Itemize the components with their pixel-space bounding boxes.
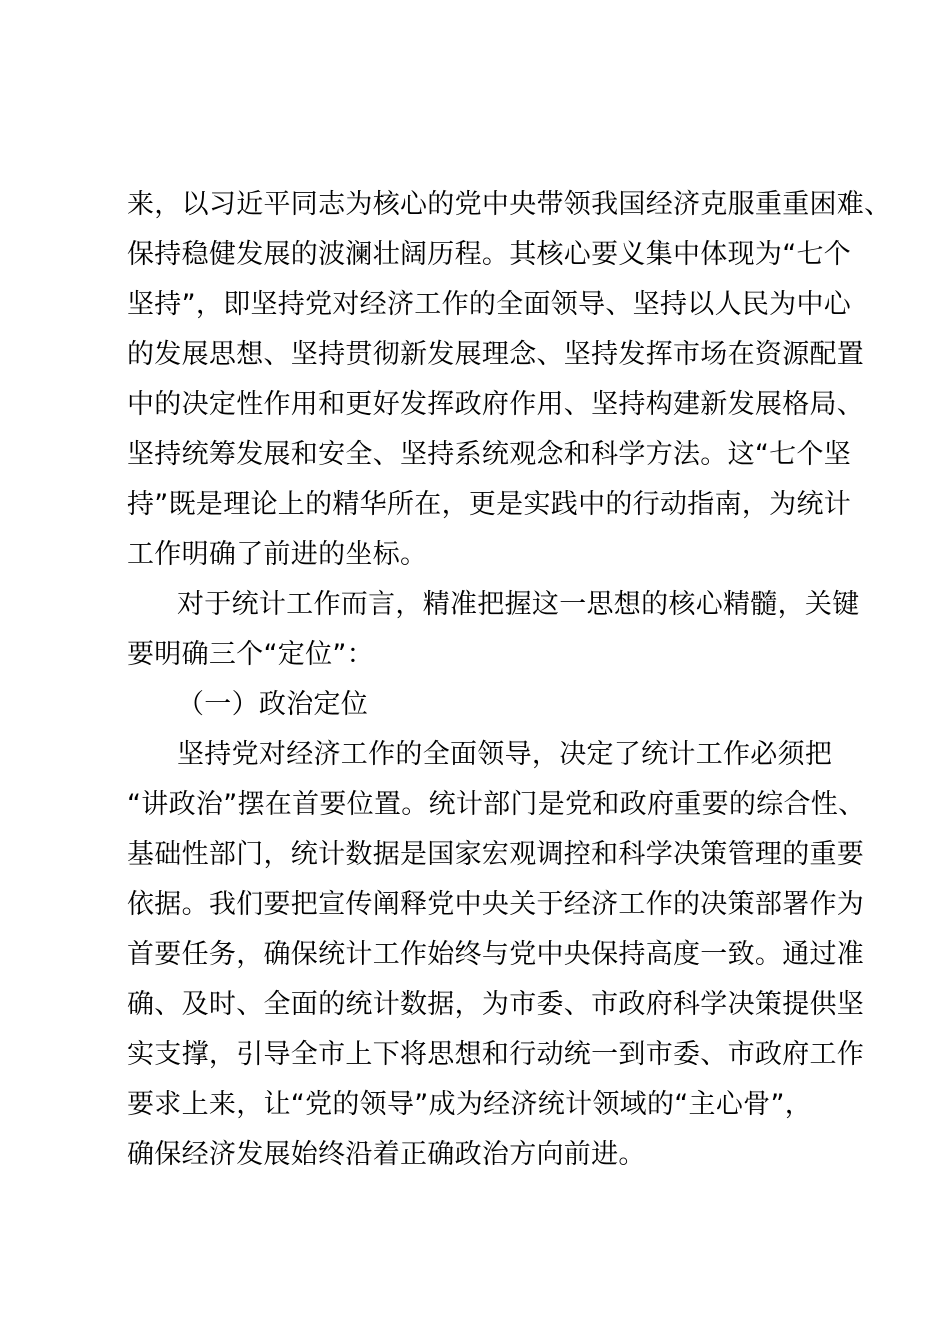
text-line: 工作明确了前进的坐标。	[127, 539, 428, 570]
text-line: 保持稳健发展的波澜壮阔历程。其核心要义集中体现为“七个	[127, 239, 852, 270]
paragraph-start-line: 对于统计工作而言，精准把握这一思想的核心精髓，关键	[177, 589, 860, 620]
text-line: 中的决定性作用和更好发挥政府作用、坚持构建新发展格局、	[127, 389, 865, 420]
text-line: 坚持”，即坚持党对经济工作的全面领导、坚持以人民为中心	[127, 289, 852, 320]
paragraph-start-line: 坚持党对经济工作的全面领导，决定了统计工作必须把	[177, 739, 833, 770]
text-line: 确、及时、全面的统计数据，为市委、市政府科学决策提供坚	[127, 989, 865, 1020]
text-line: 的发展思想、坚持贯彻新发展理念、坚持发挥市场在资源配置	[127, 339, 865, 370]
text-line: 基础性部门，统计数据是国家宏观调控和科学决策管理的重要	[127, 839, 865, 870]
text-line: 确保经济发展始终沿着正确政治方向前进。	[127, 1139, 646, 1170]
text-line: “讲政治”摆在首要位置。统计部门是党和政府重要的综合性、	[127, 789, 866, 820]
text-line: 坚持统筹发展和安全、坚持系统观念和科学方法。这“七个坚	[127, 439, 852, 470]
section-heading: （一）政治定位	[177, 689, 369, 720]
text-line: 依据。我们要把宣传阐释党中央关于经济工作的决策部署作为	[127, 889, 865, 920]
text-line: 要明确三个“定位”：	[127, 639, 374, 670]
text-line: 来，以习近平同志为核心的党中央带领我国经济克服重重困难、	[127, 189, 892, 220]
text-line: 要求上来，让“党的领导”成为经济统计领域的“主心骨”，	[127, 1089, 813, 1120]
text-line: 实支撑，引导全市上下将思想和行动统一到市委、市政府工作	[127, 1039, 865, 1070]
text-line: 首要任务，确保统计工作始终与党中央保持高度一致。通过准	[127, 939, 865, 970]
text-line: 持”既是理论上的精华所在，更是实践中的行动指南，为统计	[127, 489, 852, 520]
